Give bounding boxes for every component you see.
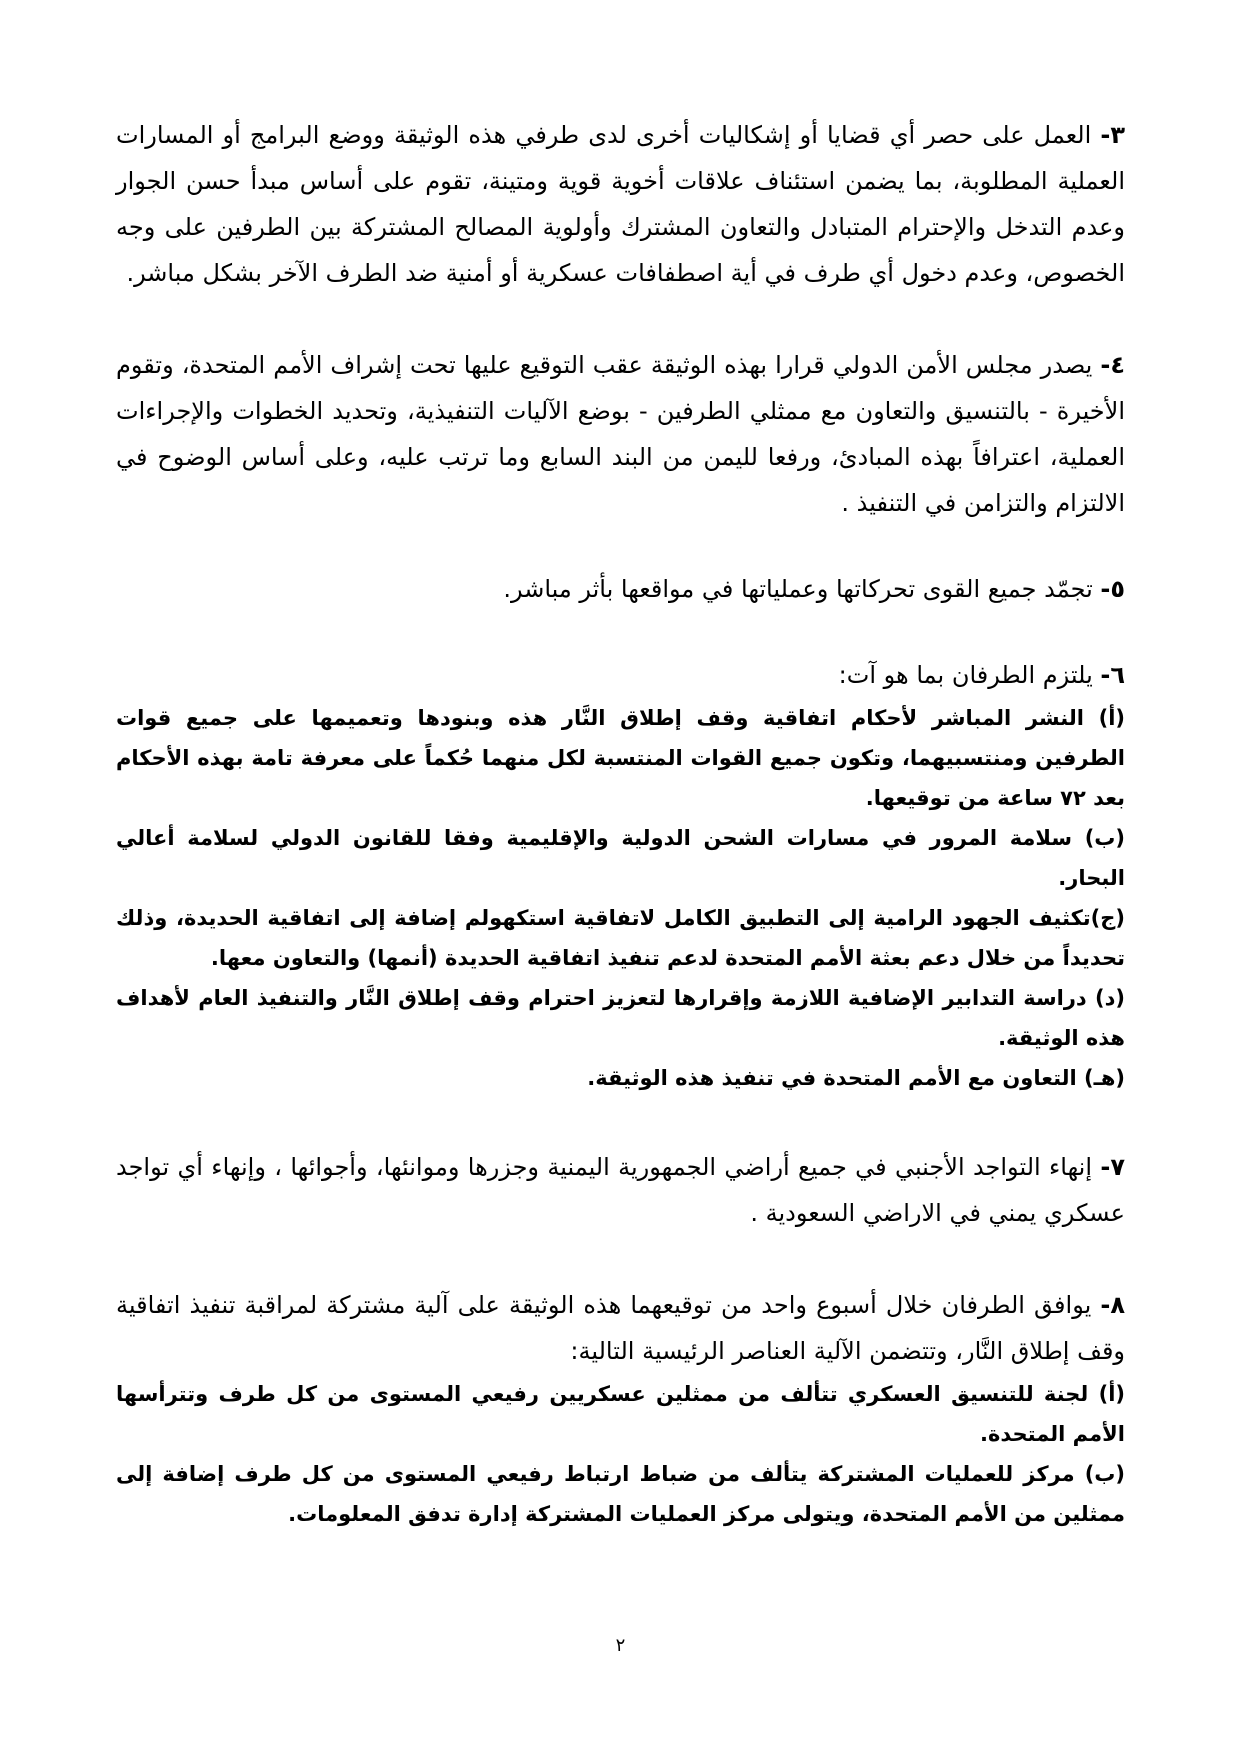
clause-7 [116,1144,1125,1236]
clause-number: ٥- [1100,575,1125,603]
clause-6-items [116,698,1125,1098]
clause-6 [116,652,1125,698]
clause-text: إنهاء التواجد الأجنبي في جميع أراضي الجمهورية اليمنية وجزرها وموانئها، وأجوائها ، وإنهاء أي تواجد عسكري يمني في الاراضي السعودية . [116,1153,1125,1227]
clause-8-items [116,1374,1125,1534]
list-item: (هـ) التعاون مع الأمم المتحدة في تنفيذ هذه الوثيقة. [587,1066,1125,1090]
clause-text: تجمّد جميع القوى تحركاتها وعملياتها في مواقعها بأثر مباشر. [503,575,1101,603]
page-number: ٢ [615,1635,626,1656]
clause-number: ٧- [1100,1153,1125,1181]
clause-number: ٣- [1100,121,1125,149]
clause-text: يوافق الطرفان خلال أسبوع واحد من توقيعهما هذه الوثيقة على آلية مشتركة لمراقبة تنفيذ اتفاقية وقف إطلاق النَّار، وتتضمن الآلية العناصر الرئيسية التالية: [116,1291,1125,1365]
list-item: (أ) النشر المباشر لأحكام اتفاقية وقف إطلاق النَّار هذه وبنودها وتعميمها على جميع قوات الطرفين ومنتسبيهما، وتكون جميع القوات المنتسبة لكل منهما حُكماً على معرفة تامة بهذه الأحكام بعد ٧٢ ساعة من توقيعها. [116,706,1125,810]
clause-number: ٤- [1100,351,1125,379]
clause-5 [116,566,1125,612]
list-item: (ب) سلامة المرور في مسارات الشحن الدولية والإقليمية وفقا للقانون الدولي لسلامة أعالي البحار. [116,826,1125,890]
list-item: (أ) لجنة للتنسيق العسكري تتألف من ممثلين عسكريين رفيعي المستوى من كل طرف وتترأسها الأمم المتحدة. [116,1382,1125,1446]
clause-text: يصدر مجلس الأمن الدولي قرارا بهذه الوثيقة عقب التوقيع عليها تحت إشراف الأمم المتحدة، وتقوم الأخيرة - بالتنسيق والتعاون مع ممثلي الطرفين - بوضع الآليات التنفيذية، وتحديد الخطوات والإجراءات العملية، اعترافاً بهذه المبادئ، ورفعا لليمن من البند السابع وما ترتب عليه، وعلى أساس الوضوح في الالتزام والتزامن في التنفيذ . [116,351,1125,517]
clause-number: ٨- [1100,1291,1125,1319]
clause-text: يلتزم الطرفان بما هو آت: [838,661,1101,689]
list-item: (ب) مركز للعمليات المشتركة يتألف من ضباط ارتباط رفيعي المستوى من كل طرف إضافة إلى ممثلين من الأمم المتحدة، ويتولى مركز العمليات المشتركة إدارة تدفق المعلومات. [116,1462,1125,1526]
clause-8 [116,1282,1125,1374]
clause-text: العمل على حصر أي قضايا أو إشكاليات أخرى لدى طرفي هذه الوثيقة ووضع البرامج أو المسارات العملية المطلوبة، بما يضمن استئناف علاقات أخوية قوية ومتينة، تقوم على أساس مبدأ حسن الجوار وعدم التدخل والإحترام المتبادل والتعاون المشترك وأولوية المصالح المشتركة بين الطرفين على وجه الخصوص، وعدم دخول أي طرف في أية اصطفافات عسكرية أو أمنية ضد الطرف الآخر بشكل مباشر. [116,121,1125,287]
clause-3 [116,112,1125,296]
clause-4 [116,342,1125,526]
list-item: (د) دراسة التدابير الإضافية اللازمة وإقرارها لتعزيز احترام وقف إطلاق النَّار والتنفيذ العام لأهداف هذه الوثيقة. [116,986,1125,1050]
clause-number: ٦- [1100,661,1125,689]
document-body [116,112,1125,1534]
list-item: (ج)تكثيف الجهود الرامية إلى التطبيق الكامل لاتفاقية استكهولم إضافة إلى اتفاقية الحديدة، وذلك تحديداً من خلال دعم بعثة الأمم المتحدة لدعم تنفيذ اتفاقية الحديدة (أنمها) والتعاون معها. [116,906,1125,970]
